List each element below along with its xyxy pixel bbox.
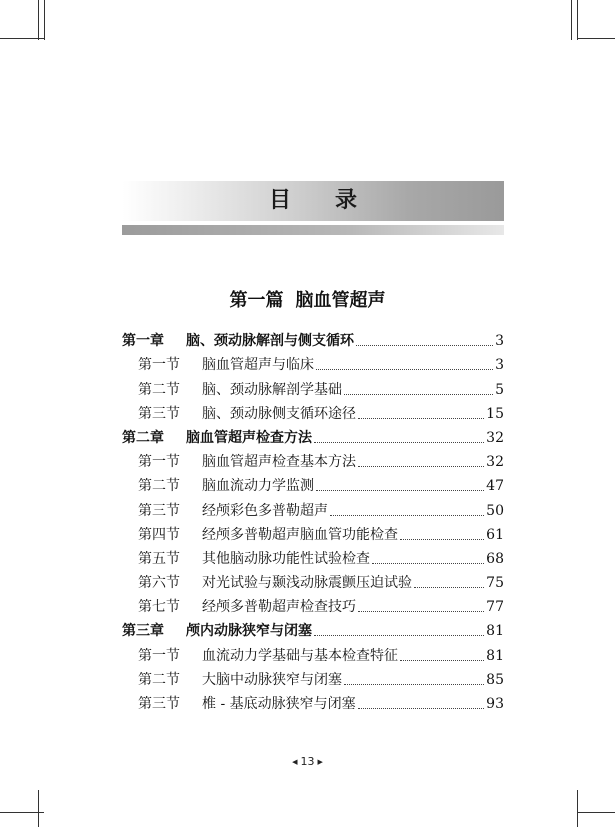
toc-entry-number: 第六节	[138, 575, 180, 592]
toc-dot-leader	[344, 393, 493, 395]
toc-entry-title: 脑血流动力学监测	[202, 478, 314, 495]
crop-mark-bottom-left-h	[0, 812, 44, 813]
toc-dot-leader	[356, 344, 493, 346]
toc-entry-number: 第一节	[138, 647, 180, 664]
toc-entry-number: 第四节	[138, 526, 180, 543]
heading-band	[122, 181, 504, 221]
toc-entry-title: 颅内动脉狭窄与闭塞	[186, 623, 312, 640]
crop-mark-top-left-v	[38, 0, 39, 40]
toc-entry-number: 第三节	[138, 696, 180, 712]
toc-section-row[interactable]	[122, 471, 504, 495]
page-title: 目录	[268, 188, 401, 213]
toc-entry-page: 47	[486, 478, 504, 495]
crop-mark-top-right-h	[577, 38, 615, 39]
toc-section-row[interactable]	[122, 640, 504, 664]
toc-entry-title: 经颅彩色多普勒超声	[202, 502, 328, 519]
toc-section-row[interactable]	[122, 568, 504, 592]
toc-section-row[interactable]	[122, 374, 504, 398]
toc-dot-leader	[330, 514, 484, 516]
toc-entry-page: 15	[486, 405, 504, 422]
toc-entry-title: 经颅多普勒超声脑血管功能检查	[202, 526, 398, 543]
toc-section-row[interactable]	[122, 592, 504, 616]
toc-entry-number: 第五节	[138, 550, 180, 567]
toc-entry-page: 32	[486, 429, 504, 446]
toc-entry-page: 81	[486, 623, 504, 640]
toc-dot-leader	[400, 538, 484, 540]
toc-entry-number: 第二节	[138, 381, 180, 398]
toc-entry-page: 75	[486, 575, 504, 592]
toc-chapter-row[interactable]	[122, 616, 504, 640]
toc-entry-number: 第三节	[138, 502, 180, 519]
page-number: 13	[300, 755, 315, 768]
toc-dot-leader	[414, 586, 484, 588]
toc-chapter-row[interactable]	[122, 326, 504, 350]
crop-mark-top-left-h	[0, 38, 44, 39]
toc-section-row[interactable]	[122, 689, 504, 713]
toc-entry-title: 其他脑动脉功能性试验检查	[202, 550, 370, 567]
crop-mark-top-right-v2	[577, 0, 578, 40]
toc-entry-page: 77	[486, 599, 504, 616]
toc-entry-number: 第二节	[138, 478, 180, 495]
toc-entry-page: 85	[486, 671, 504, 688]
toc-entry-title: 对光试验与颞浅动脉震颤压迫试验	[202, 575, 412, 592]
toc-dot-leader	[316, 489, 484, 491]
crop-mark-bottom-right-h	[577, 812, 615, 813]
toc-dot-leader	[358, 610, 484, 612]
toc-entry-title: 椎 - 基底动脉狭窄与闭塞	[202, 696, 356, 712]
crop-mark-bottom-left-v	[38, 790, 39, 827]
right-triangle-icon: ▶	[317, 758, 323, 766]
toc-entry-title: 脑、颈动脉解剖与侧支循环	[186, 333, 354, 350]
crop-mark-bottom-right-v	[577, 790, 578, 827]
part-name: 脑血管超声	[295, 290, 386, 311]
toc-entry-title: 经颅多普勒超声检查技巧	[202, 599, 356, 616]
toc-entry-number: 第三节	[138, 405, 180, 422]
toc-entry-title: 大脑中动脉狭窄与闭塞	[202, 671, 342, 688]
toc-entry-page: 68	[486, 550, 504, 567]
toc-entry-number: 第三章	[122, 623, 164, 640]
toc-dot-leader	[314, 634, 484, 636]
toc-entry-page: 5	[495, 381, 504, 398]
toc-entry-number: 第一节	[138, 454, 180, 471]
toc-entry-title: 脑血管超声与临床	[202, 357, 314, 374]
toc-entry-page: 61	[486, 526, 504, 543]
toc-section-row[interactable]	[122, 399, 504, 423]
toc-entry-page: 3	[495, 357, 504, 374]
crop-mark-top-left-v2	[44, 0, 45, 40]
toc-dot-leader	[400, 659, 484, 661]
toc-section-row[interactable]	[122, 544, 504, 568]
left-triangle-icon: ◀	[292, 758, 298, 766]
toc-entry-number: 第一节	[138, 357, 180, 374]
toc-entry-page: 93	[486, 696, 504, 712]
toc-entry-number: 第一章	[122, 333, 164, 350]
table-of-contents	[122, 326, 504, 713]
toc-entry-page: 81	[486, 647, 504, 664]
toc-entry-number: 第七节	[138, 599, 180, 616]
toc-section-row[interactable]	[122, 520, 504, 544]
toc-entry-number: 第二章	[122, 429, 164, 446]
toc-entry-page: 32	[486, 454, 504, 471]
toc-chapter-row[interactable]	[122, 423, 504, 447]
toc-dot-leader	[372, 562, 484, 564]
toc-entry-title: 血流动力学基础与基本检查特征	[202, 647, 398, 664]
toc-entry-number: 第二节	[138, 671, 180, 688]
heading-underline-bar	[122, 225, 504, 235]
toc-entry-title: 脑血管超声检查方法	[186, 429, 312, 446]
toc-section-row[interactable]	[122, 350, 504, 374]
toc-section-row[interactable]	[122, 495, 504, 519]
page-footer	[0, 755, 615, 768]
toc-entry-title: 脑、颈动脉侧支循环途径	[202, 405, 356, 422]
toc-dot-leader	[316, 368, 493, 370]
part-title	[0, 286, 615, 312]
toc-entry-title: 脑、颈动脉解剖学基础	[202, 381, 342, 398]
toc-entry-title: 脑血管超声检查基本方法	[202, 454, 356, 471]
toc-dot-leader	[344, 683, 484, 685]
toc-section-row[interactable]	[122, 665, 504, 689]
toc-dot-leader	[314, 441, 484, 443]
toc-entry-page: 50	[486, 502, 504, 519]
toc-section-row[interactable]	[122, 447, 504, 471]
toc-entry-page: 3	[495, 333, 504, 350]
toc-dot-leader	[358, 417, 484, 419]
part-number: 第一篇	[229, 290, 284, 311]
toc-dot-leader	[358, 707, 485, 709]
crop-mark-top-right-v	[571, 0, 572, 40]
toc-dot-leader	[358, 465, 484, 467]
